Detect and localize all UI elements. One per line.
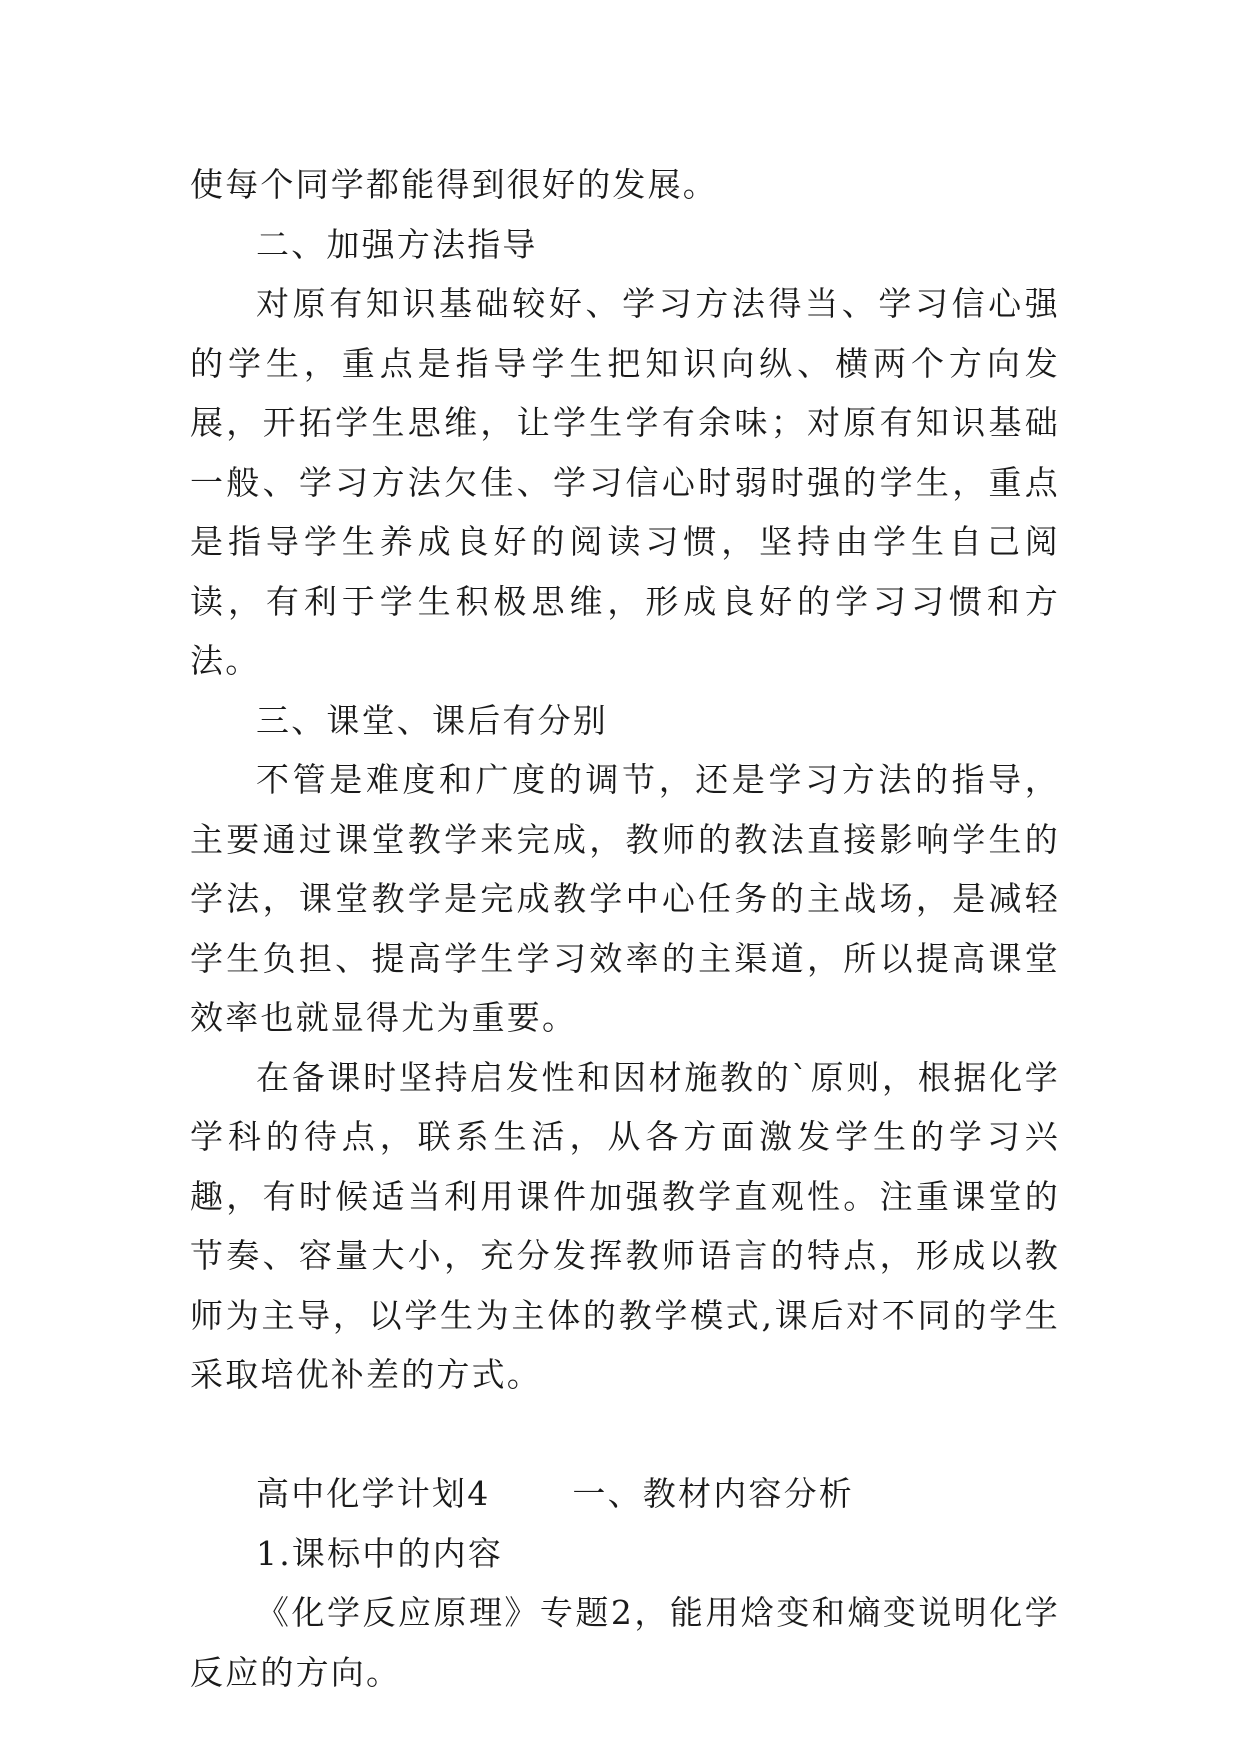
paragraph-method-guidance: 对原有知识基础较好、学习方法得当、学习信心强的学生，重点是指导学生把知识向纵、横两个方向发展，开拓学生思维，让学生学有余味；对原有知识基础一般、学习方法欠佳、学习信心时弱时强的学生，重点是指导学生养成良好的阅读习惯，坚持由学生自己阅读，有利于学生积极思维，形成良好的学习习惯和方法。 xyxy=(190,284,1060,680)
paragraph-curriculum: 《化学反应原理》专题2，能用焓变和熵变说明化学反应的方向。 xyxy=(190,1593,1060,1692)
section-heading-3: 三、课堂、课后有分别 xyxy=(256,700,608,740)
plan-title: 高中化学计划4 xyxy=(256,1474,491,1513)
document-body xyxy=(190,155,1060,1702)
plan-heading-line xyxy=(190,1464,1060,1524)
section-heading-2: 二、加强方法指导 xyxy=(256,224,538,264)
paragraph-lesson-prep: 在备课时坚持启发性和因材施教的`原则，根据化学学科的待点，联系生活，从各方面激发学生的学习兴趣，有时候适当利用课件加强教学直观性。注重课堂的节奏、容量大小，充分发挥教师语言的特点，形成以教师为主导，以学生为主体的教学模式,课后对不同的学生采取培优补差的方式。 xyxy=(190,1057,1060,1394)
section-heading-1: 一、教材内容分析 xyxy=(572,1474,855,1513)
paragraph-classroom: 不管是难度和广度的调节，还是学习方法的指导，主要通过课堂教学来完成，教师的教法直接影响学生的学法，课堂教学是完成教学中心任务的主战场，是减轻学生负担、提高学生学习效率的主渠道，所以提高课堂效率也就显得尤为重要。 xyxy=(190,760,1060,1037)
subsection-heading: 1.课标中的内容 xyxy=(256,1533,504,1573)
paragraph-continuation: 使每个同学都能得到很好的发展。 xyxy=(190,165,718,204)
